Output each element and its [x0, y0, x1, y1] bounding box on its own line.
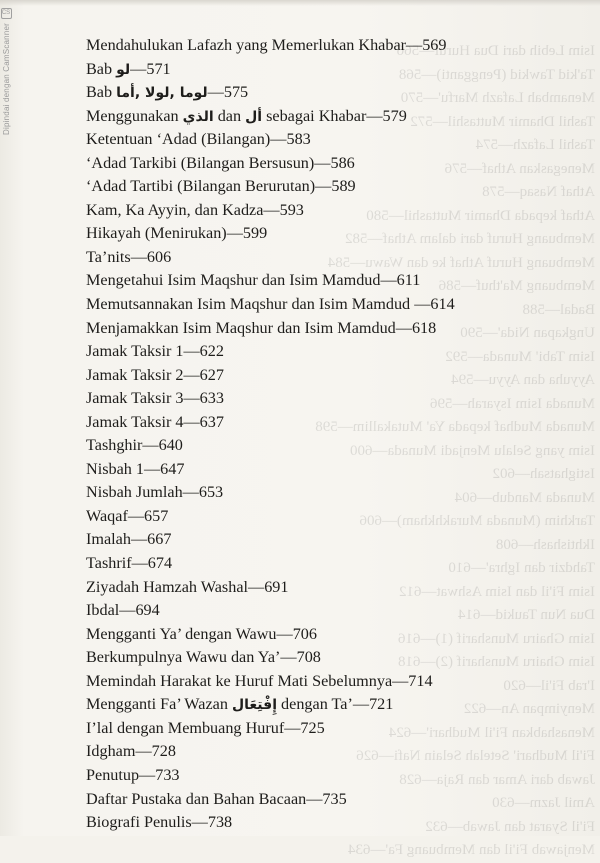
toc-entry-text: sebagai Khabar—579	[262, 106, 407, 125]
toc-entry-text: —575	[207, 83, 249, 102]
camscanner-watermark	[0, 4, 14, 154]
toc-entry-text: Ziyadah Hamzah Washal—691	[86, 577, 289, 596]
toc-entry	[86, 411, 586, 435]
toc-entry-text: Tashghir—640	[86, 436, 183, 455]
toc-entry-text: Biografi Penulis—738	[86, 813, 233, 832]
toc-entry-text: ‘Adad Tartibi (Bilangan Berurutan)—589	[86, 177, 356, 196]
toc-entry	[86, 646, 586, 670]
toc-entry	[86, 269, 586, 293]
watermark-text: Dipindai dengan CamScanner	[1, 23, 11, 135]
bleed-through-decoration: Isim Lebih dari Dua Huruf—566 Ta'kid Tawkid (Pengganti)—568 Menambah Lafazh Marfu'—570 Tashil Dhamir Muttashil—572 Tashil Lafazh—574 Menegaskan Athaf—576 Athaf Nasaq—578 Athaf kepada Dhamir Muttashil—580 Membuang Huruf dari dalam Athaf—582 Membuang Huruf Athaf ke dan Wawu—584 Membuang Ma'thuf—586 Badal—588 Ungkapan Nida'—590 Isim Tabi' Munada—592 Ayyuha dan Ayyu—594 Munada Isim Isyarah—596 Munada Mudhaf kepada Ya' Mutakallim—598 Isim yang Selalu Menjadi Munada—600 Istighatsah—602 Munada Mandub—604 Tarkhim (Munada Murakhkham)—606 Ikhtishash—608 Tahdzir dan Ighra'—610 Isim Fi'il dan Isim Ashwat—612 Dua Nun Taukid—614 Isim Ghairu Munsharif (1)—616 Isim Ghairu Munsharif (2)—618 I'rab Fi'il—620 Menyimpan An—622 Menashabkan Fi'il Mudhari'—624 Fi'il Mudhari' Setelah Selain Nafi—626 Jawab dari Amar dan Raja—628 Amil Jazm—630 Fi'il Syarat dan Jawab—632 Menjawab Fi'il dan Membuang Fa'—634	[315, 43, 595, 858]
toc-entry-text: Nisbah 1—647	[86, 459, 185, 478]
toc-entry	[86, 105, 586, 129]
toc-entry-text: Menggunakan	[86, 106, 183, 125]
toc-entry	[86, 764, 586, 788]
toc-entry	[86, 317, 586, 341]
toc-entry	[86, 199, 586, 223]
toc-entry-text: Ketentuan ‘Adad (Bilangan)—583	[86, 130, 311, 149]
toc-entry-text: Bab	[86, 83, 117, 102]
toc-entry-arabic: إِفْتِعَال	[232, 697, 277, 714]
toc-entry-arabic: أل	[245, 108, 263, 125]
toc-entry	[86, 576, 586, 600]
toc-entry-text: Jamak Taksir 4—637	[86, 412, 224, 431]
toc-entry-text: —571	[130, 59, 171, 78]
toc-entry-text: Jamak Taksir 3—633	[86, 389, 224, 408]
camscanner-logo-icon: CS	[1, 8, 12, 19]
toc-entry-text: Jamak Taksir 2—627	[86, 365, 224, 384]
toc-entry	[86, 434, 586, 458]
toc-entry	[86, 458, 586, 482]
toc-entry	[86, 387, 586, 411]
toc-entry-arabic: الذي	[182, 108, 214, 125]
toc-entry-text: Ibdal—694	[86, 601, 160, 620]
toc-entry-arabic: لو	[116, 61, 131, 78]
toc-entry-text: Bab	[86, 59, 117, 78]
toc-entry-text: Menjamakkan Isim Maqshur dan Isim Mamdud—618	[86, 318, 437, 337]
toc-entry-text: Mendahulukan Lafazh yang Memerlukan Khabar—569	[86, 36, 447, 54]
toc-entry-text: Hikayah (Menirukan)—599	[86, 224, 268, 243]
toc-entry-text: Mengganti Fa’ Wazan	[86, 695, 232, 714]
toc-entry	[86, 222, 586, 246]
toc-entry	[86, 246, 586, 270]
toc-entry	[86, 340, 586, 364]
toc-entry	[86, 528, 586, 552]
toc-entry	[86, 34, 586, 58]
toc-entry	[86, 623, 586, 647]
toc-entry-text: Kam, Ka Ayyin, dan Kadza—593	[86, 200, 304, 219]
toc-entry	[86, 788, 586, 812]
toc-entry	[86, 599, 586, 623]
toc-entry-text: Tashrif—674	[86, 554, 173, 573]
toc-entry-arabic: لوما ,لولا ,أما	[116, 85, 208, 102]
toc-entry	[86, 152, 586, 176]
toc-entry-text: Idgham—728	[86, 742, 176, 761]
toc-entry-text: ‘Adad Tarkibi (Bilangan Bersusun)—586	[86, 153, 355, 172]
toc-entry	[86, 58, 586, 82]
toc-entry	[86, 552, 586, 576]
toc-entry-text: Imalah—667	[86, 530, 172, 549]
table-of-contents	[86, 34, 586, 835]
toc-entry	[86, 175, 586, 199]
toc-entry	[86, 364, 586, 388]
toc-entry-text: Waqaf—657	[86, 506, 169, 525]
toc-entry	[86, 693, 586, 717]
toc-entry-text: Daftar Pustaka dan Bahan Bacaan—735	[86, 789, 347, 808]
toc-entry	[86, 717, 586, 741]
toc-entry-text: dan	[213, 106, 246, 125]
toc-entry-text: Jamak Taksir 1—622	[86, 342, 224, 361]
toc-entry-text: Nisbah Jumlah—653	[86, 483, 224, 502]
toc-entry-text: Memindah Harakat ke Huruf Mati Sebelumnya—714	[86, 671, 433, 690]
toc-entry	[86, 505, 586, 529]
toc-entry	[86, 293, 586, 317]
toc-entry	[86, 811, 586, 835]
page-top-edge	[0, 0, 600, 6]
toc-entry	[86, 670, 586, 694]
toc-entry	[86, 740, 586, 764]
toc-entry-text: Berkumpulnya Wawu dan Ya’—708	[86, 648, 321, 667]
toc-entry	[86, 481, 586, 505]
toc-entry-text: Mengetahui Isim Maqshur dan Isim Mamdud—611	[86, 271, 421, 290]
toc-entry-text: I’lal dengan Membuang Huruf—725	[86, 718, 325, 737]
toc-entry-text: Memutsannakan Isim Maqshur dan Isim Mamdud —614	[86, 295, 455, 314]
toc-entry	[86, 81, 586, 105]
toc-entry-text: Ta’nits—606	[86, 247, 172, 266]
toc-entry	[86, 128, 586, 152]
toc-entry-text: Penutup—733	[86, 765, 180, 784]
toc-entry-text: dengan Ta’—721	[277, 695, 394, 714]
toc-entry-text: Mengganti Ya’ dengan Wawu—706	[86, 624, 317, 643]
